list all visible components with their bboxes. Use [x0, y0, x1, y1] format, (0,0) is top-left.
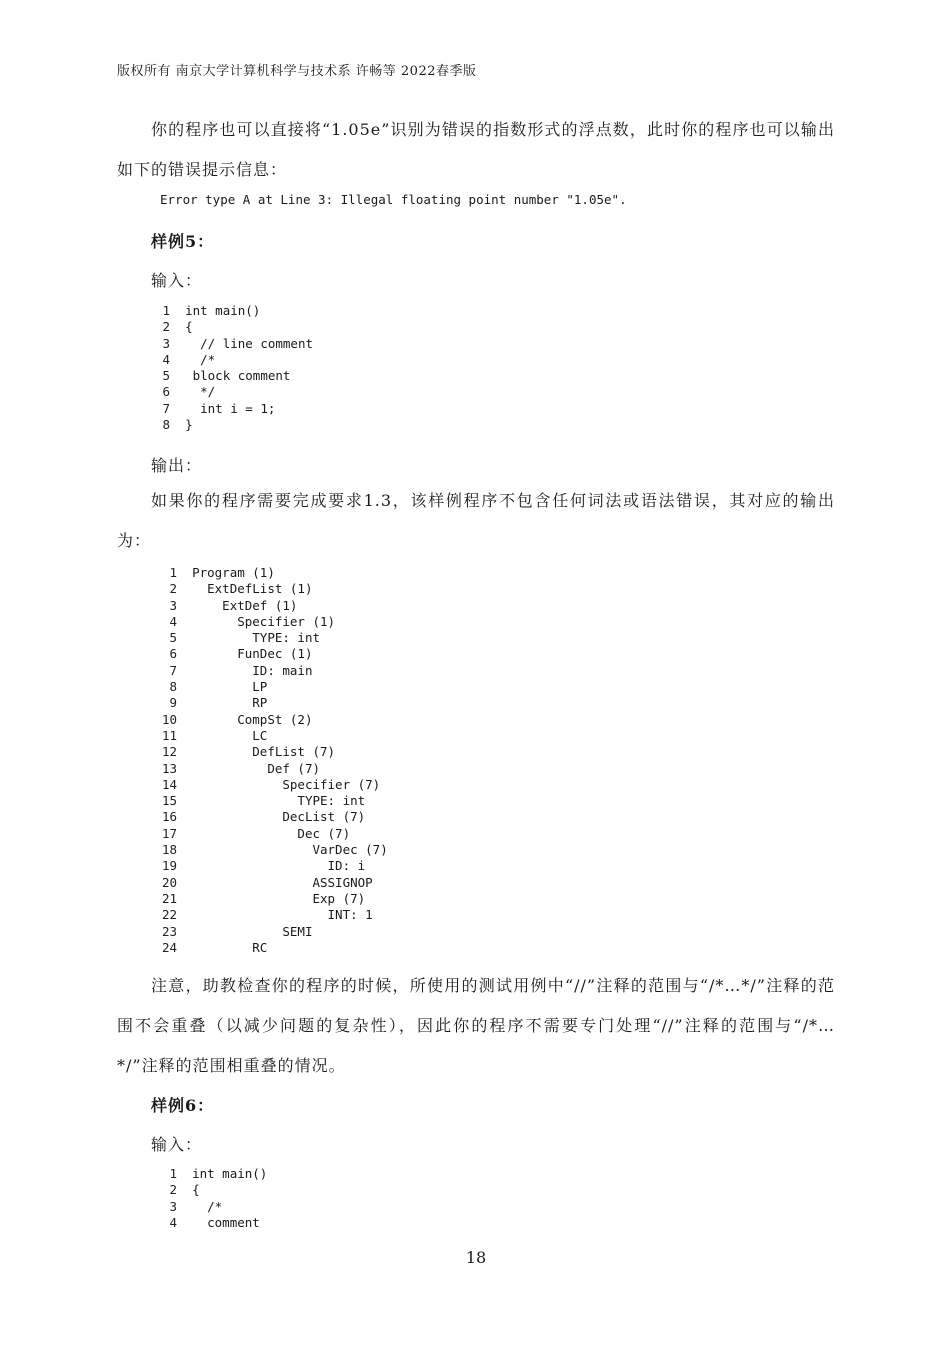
code-text: DefList (7) — [192, 744, 336, 760]
code-line — [153, 614, 388, 630]
code-text: int i = 1; — [185, 400, 276, 416]
line-number: 8 — [162, 417, 170, 433]
code-line — [153, 679, 388, 695]
code-text: LP — [192, 679, 268, 695]
line-number: 12 — [161, 744, 177, 760]
sample5-input-code — [146, 303, 313, 433]
code-line — [153, 875, 388, 891]
code-line — [153, 565, 388, 581]
line-number: 10 — [161, 711, 177, 727]
code-line — [153, 646, 388, 662]
code-text: SEMI — [192, 923, 313, 939]
code-line — [153, 695, 388, 711]
code-text: // line comment — [185, 335, 313, 351]
code-text: /* — [185, 351, 216, 367]
line-number: 1 — [162, 303, 170, 318]
line-number: 17 — [161, 825, 177, 841]
line-number: 3 — [169, 1198, 177, 1214]
paragraph-comment-note: 注意，助教检查你的程序的时候，所使用的测试用例中“//”注释的范围与“/*…*/”注释的范围不会重叠（以减少问题的复杂性），因此你的程序不需要专门处理“//”注释的范围与“/*…*/”注释的范围相重叠的情况。 — [117, 976, 835, 1075]
code-text: ID: main — [192, 662, 313, 678]
line-number: 1 — [169, 1166, 177, 1181]
line-number: 18 — [161, 842, 177, 858]
paragraph-exponent-error: 你的程序也可以直接将“1.05e”识别为错误的指数形式的浮点数，此时你的程序也可以输出如下的错误提示信息： — [117, 120, 835, 179]
line-number: 7 — [169, 662, 177, 678]
line-number: 2 — [169, 581, 177, 597]
line-number: 19 — [161, 858, 177, 874]
code-line — [153, 744, 388, 760]
line-number: 3 — [169, 597, 177, 613]
code-text: Program (1) — [192, 565, 275, 580]
code-text: RP — [192, 695, 268, 711]
line-number: 24 — [161, 939, 177, 955]
line-number: 21 — [161, 890, 177, 906]
code-line — [153, 924, 388, 940]
code-text: ID: i — [192, 858, 366, 874]
code-text: Dec (7) — [192, 825, 351, 841]
code-text: VarDec (7) — [192, 842, 388, 858]
code-text: RC — [192, 939, 268, 955]
code-text: comment — [192, 1214, 260, 1230]
line-number: 11 — [161, 727, 177, 743]
line-number: 16 — [161, 809, 177, 825]
line-number: 6 — [162, 384, 170, 400]
code-line — [153, 1182, 267, 1198]
line-number: 1 — [169, 565, 177, 580]
line-number: 5 — [162, 368, 170, 384]
code-text: { — [185, 319, 193, 335]
code-text: Specifier (7) — [192, 776, 381, 792]
line-number: 14 — [161, 776, 177, 792]
code-text: int main() — [192, 1166, 268, 1181]
sample6-title: 样例6： — [151, 1096, 215, 1115]
code-line — [146, 401, 313, 417]
code-text: block comment — [185, 368, 291, 384]
code-line — [153, 581, 388, 597]
code-text: INT: 1 — [192, 907, 373, 923]
code-text: TYPE: int — [192, 630, 320, 646]
code-text: CompSt (2) — [192, 711, 313, 727]
code-line — [153, 907, 388, 923]
sample5-output-code — [153, 565, 388, 956]
code-line — [153, 712, 388, 728]
line-number: 3 — [162, 335, 170, 351]
code-text: { — [192, 1182, 200, 1198]
code-line — [146, 368, 313, 384]
code-line — [153, 826, 388, 842]
sample6-input-code — [153, 1166, 267, 1231]
line-number: 23 — [161, 923, 177, 939]
code-line — [153, 858, 388, 874]
code-line — [153, 809, 388, 825]
code-text: ExtDef (1) — [192, 597, 298, 613]
code-line — [153, 1166, 267, 1182]
line-number: 8 — [169, 679, 177, 695]
line-number: 2 — [169, 1182, 177, 1198]
code-text: Specifier (1) — [192, 613, 336, 629]
line-number: 7 — [162, 400, 170, 416]
code-text: Def (7) — [192, 760, 320, 776]
sample6-input-label: 输入： — [151, 1135, 203, 1154]
code-line — [146, 352, 313, 368]
code-text: int main() — [185, 303, 261, 318]
code-line — [153, 777, 388, 793]
code-text: } — [185, 417, 193, 433]
code-line — [153, 598, 388, 614]
code-text: */ — [185, 384, 216, 400]
code-line — [146, 384, 313, 400]
code-line — [153, 940, 388, 956]
code-text: DecList (7) — [192, 809, 366, 825]
line-number: 6 — [169, 646, 177, 662]
code-line — [153, 891, 388, 907]
error-message-line: Error type A at Line 3: Illegal floating point number "1.05e". — [160, 192, 627, 207]
code-line — [153, 728, 388, 744]
code-line — [153, 630, 388, 646]
line-number: 20 — [161, 874, 177, 890]
sample5-output-label: 输出： — [151, 456, 203, 475]
code-line — [153, 663, 388, 679]
page-number: 18 — [465, 1248, 487, 1267]
line-number: 22 — [161, 907, 177, 923]
line-number: 2 — [162, 319, 170, 335]
line-number: 15 — [161, 793, 177, 809]
page-header: 版权所有 南京大学计算机科学与技术系 许畅等 2022春季版 — [117, 64, 477, 79]
line-number: 13 — [161, 760, 177, 776]
code-line — [146, 303, 313, 319]
line-number: 9 — [169, 695, 177, 711]
code-text: FunDec (1) — [192, 646, 313, 662]
line-number: 4 — [169, 613, 177, 629]
code-line — [153, 1215, 267, 1231]
paragraph-output-description: 如果你的程序需要完成要求1.3，该样例程序不包含任何词法或语法错误，其对应的输出为： — [117, 491, 835, 550]
sample5-input-label: 输入： — [151, 271, 203, 290]
code-line — [146, 319, 313, 335]
code-line — [146, 336, 313, 352]
line-number: 4 — [169, 1214, 177, 1230]
code-line — [153, 793, 388, 809]
code-text: ASSIGNOP — [192, 874, 373, 890]
code-text: TYPE: int — [192, 793, 366, 809]
code-text: Exp (7) — [192, 890, 366, 906]
code-line — [146, 417, 313, 433]
line-number: 5 — [169, 630, 177, 646]
line-number: 4 — [162, 351, 170, 367]
code-text: LC — [192, 727, 268, 743]
code-line — [153, 761, 388, 777]
code-text: ExtDefList (1) — [192, 581, 313, 597]
sample5-title: 样例5： — [151, 232, 215, 251]
code-line — [153, 842, 388, 858]
code-line — [153, 1199, 267, 1215]
code-text: /* — [192, 1198, 223, 1214]
